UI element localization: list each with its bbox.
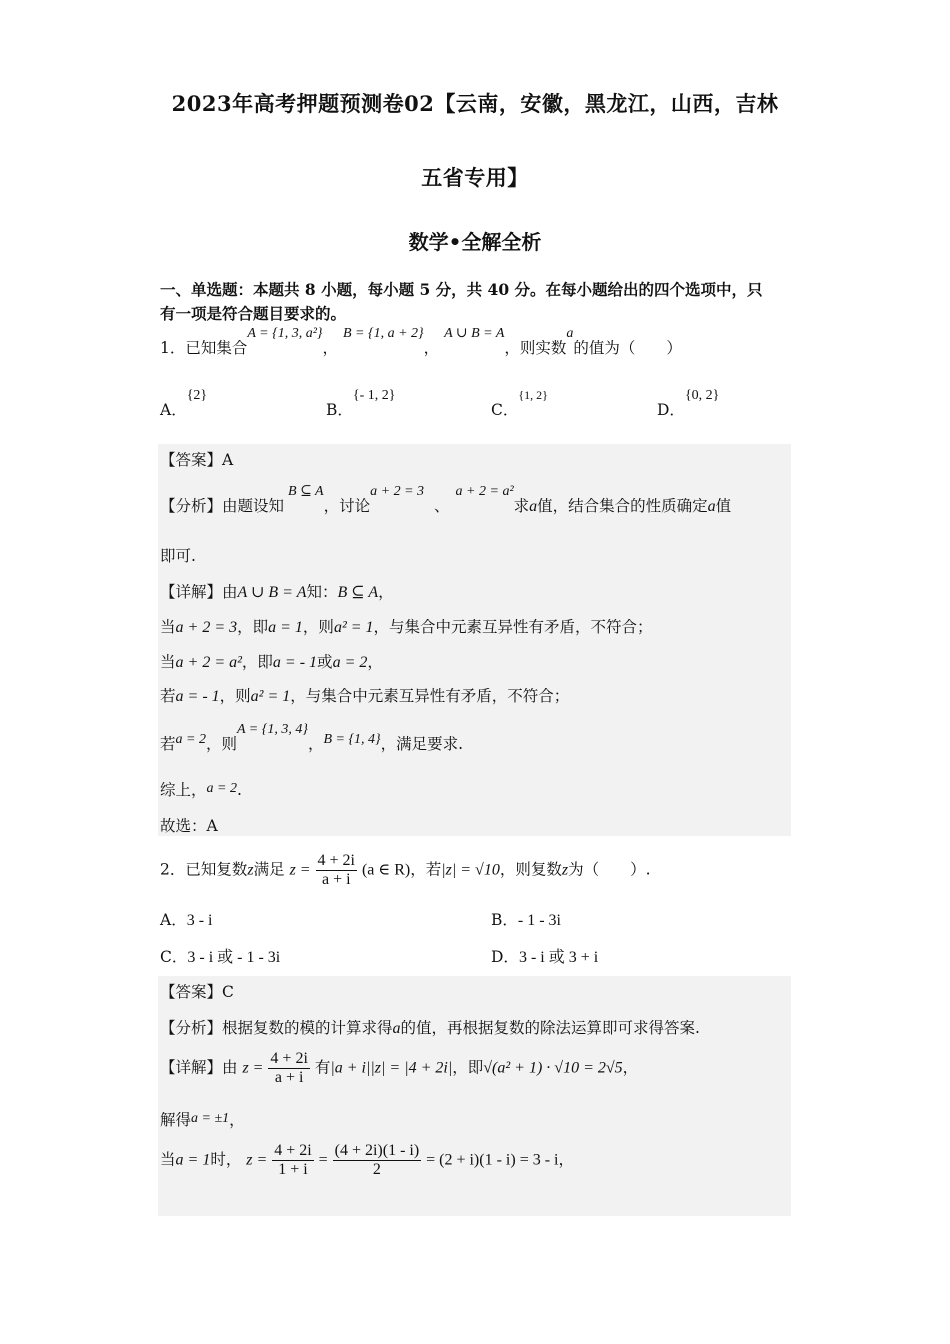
q2-option-c[interactable] bbox=[160, 944, 280, 967]
q2-d3-z: z = bbox=[246, 1151, 268, 1169]
q1-d3-m2: a = - 1 bbox=[272, 654, 318, 671]
q1-option-b-label: B． bbox=[326, 401, 353, 419]
q2-d3-fraction1 bbox=[272, 1142, 313, 1179]
q1-analysis-t4: 值，结合集合的性质确定 bbox=[537, 497, 708, 515]
q2-d3-m1: a = 1 bbox=[175, 1151, 211, 1169]
q2-d1-den: a + i bbox=[274, 1069, 304, 1086]
q1-sep2: ， bbox=[423, 339, 440, 357]
q1-d2-m2: a = 1 bbox=[268, 619, 303, 636]
q1-d3-t3: 或 bbox=[317, 653, 333, 671]
q1-d2-m1: a + 2 = 3 bbox=[175, 619, 238, 636]
q1-d2-t3: ，则 bbox=[302, 618, 334, 636]
q1-option-d-value: {0, 2} bbox=[684, 388, 720, 403]
doc-title-line1: 2023年高考押题预测卷02【云南，安徽，黑龙江，山西，吉林 bbox=[171, 91, 779, 116]
q1-option-c[interactable] bbox=[491, 388, 548, 420]
q1-d1-m1: A ∪ B = A bbox=[237, 584, 307, 601]
q1-d2-t2: ，即 bbox=[237, 618, 269, 636]
q1-d3-m3: a = 2 bbox=[332, 654, 368, 671]
q2-d1-num: 4 + 2i bbox=[270, 1050, 308, 1067]
q1-d6-t1: 综上， bbox=[160, 781, 207, 799]
q2-analysis-t2: 的值，再根据复数的除法运算即可求得答案. bbox=[400, 1019, 700, 1037]
q1-d3-t1: 当 bbox=[160, 653, 176, 671]
q2-d3-rest: = (2 + i)(1 - i) = 3 - i bbox=[426, 1151, 559, 1169]
q1-option-c-label: C． bbox=[491, 401, 519, 419]
q1-analysis-var2: a bbox=[707, 498, 716, 515]
q2-option-c-value: 3 - i 或 - 1 - 3i bbox=[187, 949, 281, 966]
section-heading-line1: 一、单选题：本题共 8 小题，每小题 5 分，共 40 分。在每小题给出的四个选项中，只 bbox=[160, 280, 763, 299]
q1-analysis-t3: 求 bbox=[513, 497, 530, 515]
q1-set-b: B = {1, a + 2} bbox=[342, 326, 424, 341]
q1-detail-4 bbox=[160, 684, 569, 706]
q1-d6-t2: . bbox=[236, 781, 242, 799]
q2-d1-prefix: 【详解】由 bbox=[160, 1058, 238, 1077]
q1-analysis-t1: ，讨论 bbox=[323, 497, 371, 515]
q1-detail-3 bbox=[160, 650, 383, 672]
q2-d1-t1: 有 bbox=[314, 1058, 331, 1077]
q2-d3-fraction2 bbox=[333, 1142, 422, 1179]
q2-d1-eq: z = bbox=[242, 1059, 264, 1077]
q2-option-c-label: C． bbox=[160, 948, 188, 966]
q2-option-b-value: - 1 - 3i bbox=[517, 912, 561, 929]
q1-d6-m1: a = 2 bbox=[206, 781, 237, 796]
q2-analysis-t1: 【分析】根据复数的模的计算求得 bbox=[160, 1019, 393, 1037]
q2-d1-m1: |a + i||z| = |4 + 2i| bbox=[330, 1059, 453, 1077]
q2-stem-z1: z bbox=[247, 861, 254, 879]
q1-d3-m1: a + 2 = a² bbox=[175, 654, 242, 671]
q1-d5-m3: B = {1, 4} bbox=[323, 732, 381, 747]
q2-d1-t2: ，即 bbox=[452, 1058, 484, 1077]
q2-condition: (a ∈ R) bbox=[361, 861, 411, 879]
q2-d2-t1: 解得 bbox=[160, 1111, 192, 1129]
q2-option-b[interactable] bbox=[491, 908, 561, 930]
q1-stem-suffix: 的值为（ ） bbox=[573, 339, 682, 357]
q1-analysis-m1: B ⊆ A bbox=[288, 484, 324, 499]
q2-stem-t2: ，若 bbox=[410, 860, 442, 879]
q2-d3-f1-den: 1 + i bbox=[278, 1161, 308, 1178]
q1-option-a-value: {2} bbox=[186, 388, 208, 403]
q2-d1-t3: ， bbox=[622, 1058, 639, 1077]
doc-subtitle: 数学•全解全析 bbox=[408, 230, 542, 254]
q1-detail-7: 故选：A bbox=[160, 817, 218, 835]
q2-fraction bbox=[316, 852, 357, 889]
section-heading-line2: 有一项是符合题目要求的。 bbox=[160, 304, 347, 323]
q1-d5-m1: a = 2 bbox=[175, 732, 206, 747]
q1-detail-6 bbox=[160, 778, 242, 800]
q2-d3-t1: 当 bbox=[160, 1150, 176, 1169]
q2-detail-2 bbox=[160, 1108, 245, 1130]
q1-option-d-label: D． bbox=[657, 401, 685, 419]
q2-frac-num: 4 + 2i bbox=[317, 852, 355, 869]
q2-abs-condition: |z| = √10 bbox=[441, 861, 500, 879]
q1-d4-m2: a² = 1 bbox=[250, 688, 291, 705]
q2-option-a[interactable] bbox=[160, 908, 212, 930]
q1-option-d[interactable] bbox=[657, 388, 720, 420]
q2-stem-t1: 满足 bbox=[253, 860, 285, 879]
q1-stem-mid: ，则实数 bbox=[504, 339, 567, 357]
q1-d5-t3: ， bbox=[307, 735, 324, 753]
q1-option-a-label: A． bbox=[160, 401, 187, 419]
q1-answer: 【答案】A bbox=[160, 451, 234, 469]
q1-d3-t4: ， bbox=[367, 653, 383, 671]
q1-stem-prefix: 1．已知集合 bbox=[160, 339, 248, 357]
q2-d3-f2-den: 2 bbox=[372, 1161, 381, 1178]
q1-detail-1 bbox=[160, 580, 394, 602]
q2-eq-lhs: z = bbox=[289, 861, 311, 879]
q1-detail-5 bbox=[160, 722, 464, 754]
q2-option-a-label: A． bbox=[160, 911, 187, 929]
q1-d4-t2: ，则 bbox=[219, 687, 251, 705]
q2-analysis-var: a bbox=[392, 1020, 401, 1037]
q2-option-d[interactable] bbox=[491, 944, 598, 967]
q2-solution-panel bbox=[158, 976, 791, 1216]
q1-analysis-prefix: 【分析】由题设知 bbox=[160, 497, 285, 515]
q2-d1-fraction bbox=[268, 1050, 309, 1087]
q2-stem bbox=[160, 852, 651, 889]
q2-stem-t3: ，则复数 bbox=[499, 860, 562, 879]
q1-d4-t3: ，与集合中元素互异性有矛盾，不符合； bbox=[290, 687, 570, 705]
q2-stem-t4: 为（ ）. bbox=[568, 860, 651, 879]
q2-d2-m1: a = ±1 bbox=[191, 1111, 230, 1126]
q2-d2-t2: ， bbox=[229, 1111, 245, 1129]
q1-option-b[interactable] bbox=[326, 388, 396, 420]
q1-condition: A ∪ B = A bbox=[444, 326, 505, 341]
q1-d5-t4: ，满足要求. bbox=[380, 735, 464, 753]
q1-d1-t1: 知： bbox=[306, 583, 338, 601]
q2-analysis bbox=[160, 1016, 700, 1038]
q1-d1-t2: ， bbox=[378, 583, 394, 601]
q2-option-d-value: 3 - i 或 3 + i bbox=[518, 949, 599, 966]
q2-detail-1 bbox=[160, 1050, 638, 1087]
q1-detail-2 bbox=[160, 615, 653, 637]
q2-d3-f2-num: (4 + 2i)(1 - i) bbox=[334, 1142, 420, 1159]
q1-stem bbox=[160, 326, 682, 358]
q1-d5-t1: 若 bbox=[160, 735, 176, 753]
q2-stem-prefix: 2．已知复数 bbox=[160, 860, 248, 879]
q2-option-b-label: B． bbox=[491, 911, 518, 929]
q2-frac-den: a + i bbox=[321, 871, 351, 888]
q2-d1-m2: √(a² + 1) · √10 = 2√5 bbox=[483, 1059, 623, 1077]
q2-answer: 【答案】C bbox=[160, 983, 234, 1001]
q1-d2-m3: a² = 1 bbox=[333, 619, 374, 636]
q1-d2-t4: ，与集合中元素互异性有矛盾，不符合； bbox=[373, 618, 653, 636]
q1-d1-m2: B ⊆ A bbox=[337, 584, 379, 601]
q2-option-a-value: 3 - i bbox=[186, 912, 213, 929]
q1-analysis-t5: 值 bbox=[715, 497, 732, 515]
q1-analysis-m3: a + 2 = a² bbox=[455, 484, 514, 499]
q1-d2-t1: 当 bbox=[160, 618, 176, 636]
q2-detail-3: 当a = 1时， z = $\frac{4 + 2i}{1 + i}$ = $\frac{(4 + 2i)(1 - i)}{2}$ = (2 + i)(1 - i) = 3 - i， bbox=[160, 1142, 574, 1178]
q1-d4-m1: a = - 1 bbox=[175, 688, 220, 705]
q1-d3-t2: ，即 bbox=[241, 653, 273, 671]
q2-d3-end: ， bbox=[558, 1150, 574, 1169]
q1-sep1: ， bbox=[322, 339, 339, 357]
q1-analysis-t2: 、 bbox=[434, 497, 450, 515]
q1-analysis-m2: a + 2 = 3 bbox=[370, 484, 425, 499]
q1-d4-t1: 若 bbox=[160, 687, 176, 705]
q1-d1-prefix: 【详解】由 bbox=[160, 583, 238, 601]
q1-analysis-var1: a bbox=[529, 498, 538, 515]
q1-analysis-line2: 即可. bbox=[160, 547, 196, 565]
q2-stem-z2: z bbox=[561, 861, 569, 879]
q2-d3-f1-num: 4 + 2i bbox=[274, 1142, 312, 1159]
q1-option-c-value: {1, 2} bbox=[518, 388, 548, 402]
q1-analysis bbox=[160, 484, 790, 516]
q1-variable: a bbox=[566, 326, 574, 341]
q1-option-b-value: {- 1, 2} bbox=[352, 388, 396, 403]
q1-d5-m2: A = {1, 3, 4} bbox=[236, 722, 308, 737]
q2-d3-t2: 时， bbox=[210, 1150, 242, 1169]
q1-option-a[interactable] bbox=[160, 388, 208, 420]
q2-option-d-label: D． bbox=[491, 948, 519, 966]
q1-set-a: A = {1, 3, a²} bbox=[247, 326, 323, 341]
doc-title-line2: 五省专用】 bbox=[421, 165, 529, 190]
q1-d5-t2: ，则 bbox=[205, 735, 237, 753]
